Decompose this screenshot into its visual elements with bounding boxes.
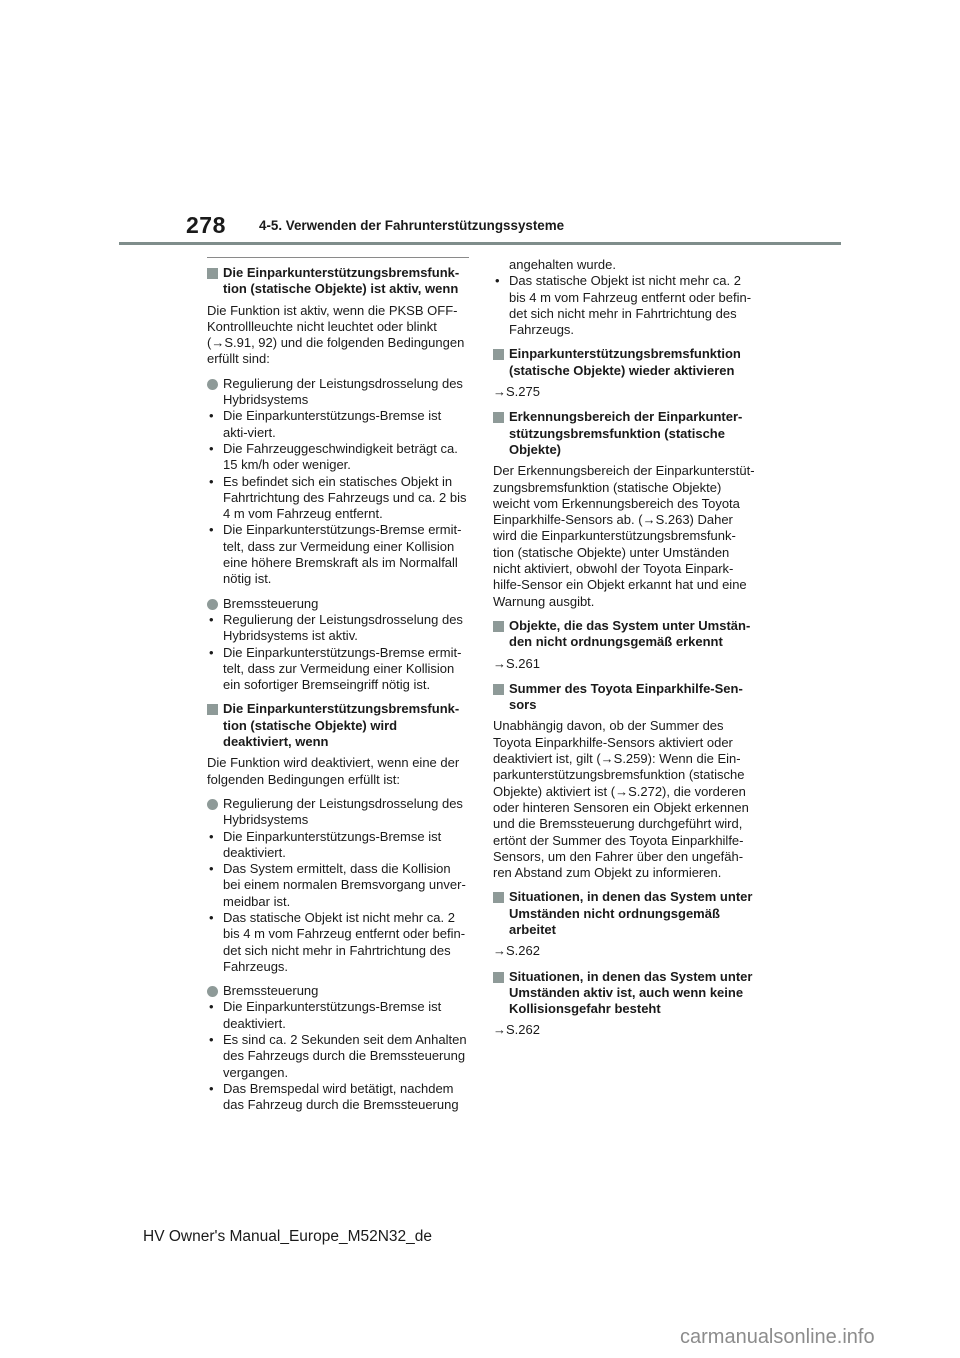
- square-bullet-icon: [493, 972, 504, 983]
- section-heading: Summer des Toyota Einparkhilfe-Sen-sors: [493, 681, 755, 714]
- square-bullet-icon: [493, 621, 504, 632]
- condition-group-label: Bremssteuerung: [207, 983, 469, 999]
- list-item: • Es sind ca. 2 Sekunden seit dem Anhalten des Fahrzeugs durch die Bremssteuerung vergangen.: [209, 1032, 467, 1080]
- page-reference-link[interactable]: →S.261: [493, 655, 540, 671]
- section-heading: Die Einparkunterstützungsbremsfunk-tion (statische Objekte) ist aktiv, wenn: [207, 265, 469, 298]
- dot-bullet-icon: •: [209, 828, 214, 844]
- paragraph: Unabhängig davon, ob der Summer des Toyota Einparkhilfe-Sensors aktiviert oder deaktiviert ist, gilt (→S.259): Wenn die Ein-parkunterstützungsbremsfunktion (statische Objekte) aktiviert ist (→S.272), die vorderen oder hinteren Sensoren ein Objekt erkennen und die Bremssteuerung durchgeführt wird, ertönt der Summer des Toyota Einparkhilfe-Sensors, um den Fahrer über den ungefäh-ren Abstand zum Objekt zu informieren.: [493, 718, 749, 881]
- square-bullet-icon: [207, 268, 218, 279]
- section-heading: Situationen, in denen das System unter Umständen aktiv ist, auch wenn keine Kollisionsgefahr besteht: [493, 969, 755, 1018]
- continued-text: angehalten wurde.: [509, 257, 616, 272]
- dot-bullet-icon: •: [209, 473, 214, 489]
- list-item: • Das System ermittelt, dass die Kollision bei einem normalen Bremsvorgang unver-meidbar ist.: [209, 861, 466, 909]
- section-heading: Objekte, die das System unter Umstän-den nicht ordnungsgemäß erkennt: [493, 618, 755, 651]
- list-item: • Regulierung der Leistungsdrosselung des Hybridsystems ist aktiv.: [209, 611, 463, 644]
- section-heading: Erkennungsbereich der Einparkunter-stützungsbremsfunktion (statische Objekte): [493, 409, 755, 458]
- dot-bullet-icon: •: [209, 1032, 214, 1048]
- header-divider: [119, 242, 841, 245]
- dot-bullet-icon: •: [209, 909, 214, 925]
- section-heading: Die Einparkunterstützungsbremsfunk-tion (statische Objekte) wird deaktiviert, wenn: [207, 701, 469, 750]
- condition-group-label: Regulierung der Leistungsdrosselung des Hybridsystems: [207, 796, 469, 829]
- paragraph: Der Erkennungsbereich der Einparkunterstüt-zungsbremsfunktion (statische Objekte) weicht vom Erkennungsbereich des Toyota Einparkhilfe-Sensors ab. (→S.263) Daher wird die Einparkunterstützungsbremsfunk-tion (statische Objekte) unter Umständen nicht aktiviert, obwohl der Toyota Einpark-hilfe-Sensor ein Objekt erkannt hat und eine Warnung ausgibt.: [493, 463, 755, 609]
- list-item: • Die Fahrzeuggeschwindigkeit beträgt ca. 15 km/h oder weniger.: [209, 440, 458, 473]
- page-reference-link[interactable]: →S.262: [493, 1022, 540, 1038]
- list-item: • Die Einparkunterstützungs-Bremse ist deaktiviert.: [209, 999, 442, 1031]
- page-reference-link[interactable]: →S.262: [493, 943, 540, 959]
- chapter-title: 4-5. Verwenden der Fahrunterstützungssysteme: [259, 218, 565, 233]
- dot-bullet-icon: •: [209, 999, 214, 1015]
- dot-bullet-icon: •: [209, 611, 214, 627]
- manual-id-footer: HV Owner's Manual_Europe_M52N32_de: [143, 1228, 433, 1245]
- dot-bullet-icon: •: [209, 408, 214, 424]
- dot-bullet-icon: •: [209, 861, 214, 877]
- condition-list: [207, 829, 469, 976]
- condition-list: [207, 408, 469, 587]
- square-bullet-icon: [493, 412, 504, 423]
- list-item: • Es befindet sich ein statisches Objekt in Fahrtrichtung des Fahrzeugs und ca. 2 bis 4 m vom Fahrzeug entfernt.: [209, 473, 467, 522]
- page-reference-link[interactable]: →S.275: [493, 384, 540, 400]
- condition-group-label: Bremssteuerung: [207, 596, 469, 612]
- circle-bullet-icon: [207, 599, 218, 610]
- list-item: • Die Einparkunterstützungs-Bremse ermit-telt, dass zur Vermeidung einer Kollision ein sofortiger Bremseingriff nötig ist.: [209, 644, 462, 693]
- circle-bullet-icon: [207, 986, 218, 997]
- page-number: 278: [186, 212, 226, 238]
- square-bullet-icon: [493, 349, 504, 360]
- section-heading: Einparkunterstützungsbremsfunktion (statische Objekte) wieder aktivieren: [493, 346, 755, 379]
- list-item: • Das Bremspedal wird betätigt, nachdem das Fahrzeug durch die Bremssteuerung: [209, 1080, 459, 1113]
- square-bullet-icon: [493, 684, 504, 695]
- condition-list: [207, 612, 469, 693]
- dot-bullet-icon: •: [209, 1080, 214, 1096]
- square-bullet-icon: [493, 892, 504, 903]
- list-item: • Die Einparkunterstützungs-Bremse ermit-telt, dass zur Vermeidung einer Kollision eine höhere Bremskraft als im Normalfall nötig ist.: [209, 522, 462, 587]
- dot-bullet-icon: •: [495, 273, 500, 289]
- left-column: [207, 257, 469, 1122]
- list-item: • Die Einparkunterstützungs-Bremse ist akti-viert.: [209, 408, 442, 440]
- condition-list: [207, 999, 469, 1113]
- right-column: [493, 257, 755, 1048]
- list-item: • Die Einparkunterstützungs-Bremse ist deaktiviert.: [209, 828, 442, 860]
- section-divider: [207, 257, 469, 258]
- condition-group-label: Regulierung der Leistungsdrosselung des Hybridsystems: [207, 376, 469, 409]
- list-item: • Das statische Objekt ist nicht mehr ca. 2 bis 4 m vom Fahrzeug entfernt oder befin-det sich nicht mehr in Fahrtrichtung des Fahrzeugs.: [209, 909, 466, 974]
- condition-list: [493, 273, 755, 338]
- paragraph: Die Funktion wird deaktiviert, wenn eine der folgenden Bedingungen erfüllt ist:: [207, 755, 460, 787]
- list-item: • Das statische Objekt ist nicht mehr ca. 2 bis 4 m vom Fahrzeug entfernt oder befin-det sich nicht mehr in Fahrtrichtung des Fahrzeugs.: [495, 273, 752, 338]
- dot-bullet-icon: •: [209, 440, 214, 456]
- circle-bullet-icon: [207, 799, 218, 810]
- paragraph: Die Funktion ist aktiv, wenn die PKSB OFF-Kontrollleuchte nicht leuchtet oder blinkt (→S.91, 92) und die folgenden Bedingungen erfüllt sind:: [207, 302, 465, 367]
- section-heading: Situationen, in denen das System unter Umständen nicht ordnungsgemäß arbeitet: [493, 889, 755, 938]
- square-bullet-icon: [207, 704, 218, 715]
- dot-bullet-icon: •: [209, 522, 214, 538]
- dot-bullet-icon: •: [209, 644, 214, 660]
- circle-bullet-icon: [207, 379, 218, 390]
- watermark-link[interactable]: carmanualsonline.info: [680, 1326, 875, 1348]
